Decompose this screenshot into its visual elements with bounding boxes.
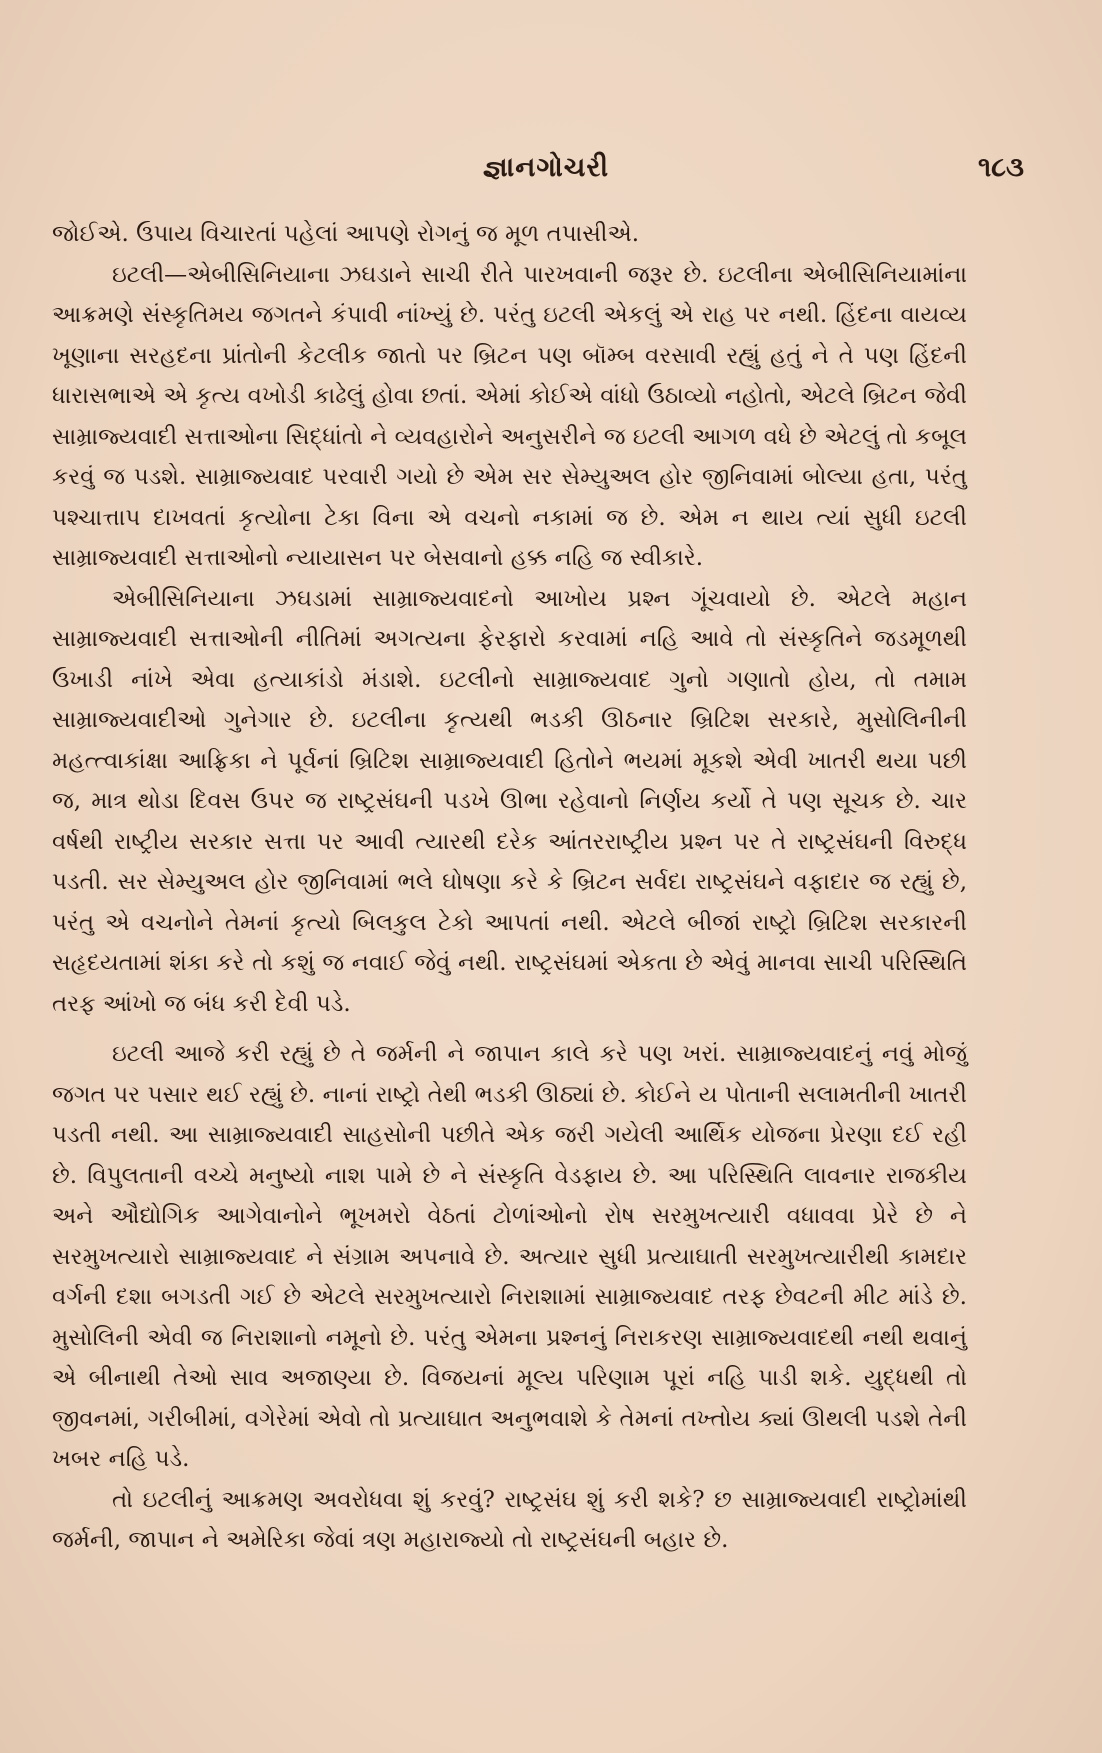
body-text (52, 214, 967, 1561)
page-number: ૧૮૩ (977, 152, 1024, 183)
paragraph-italy-abyssinia: ઇટલી—એબીસિનિયાના ઝઘડાને સાચી રીતે પારખવાની જરૂર છે. ઇટલીના એબીસિનિયામાંના આક્રમણે સંસ્કૃતિમય જગતને કંપાવી નાંખ્યું છે. પરંતુ ઇટલી એકલું એ રાહ પર નથી. હિંદના વાયવ્ય ખૂણાના સરહદના પ્રાંતોની કેટલીક જાતો પર બ્રિટન પણ બૉમ્બ વરસાવી રહ્યું હતું ને તે પણ હિંદની ધારાસભાએ એ કૃત્ય વખોડી કાઢેલું હોવા છતાં. એમાં કોઈએ વાંધો ઉઠાવ્યો નહોતો, એટલે બ્રિટન જેવી સામ્રાજ્યવાદી સત્તાઓના સિદ્ધાંતો ને વ્યવહારોને અનુસરીને જ ઇટલી આગળ વધે છે એટલું તો કબૂલ કરવું જ પડશે. સામ્રાજ્યવાદ પરવારી ગયો છે એમ સર સેમ્યુઅલ હોર જીનિવામાં બોલ્યા હતા, પરંતુ પશ્ચાત્તાપ દાખવતાં કૃત્યોના ટેકા વિના એ વચનો નકામાં જ છે. એમ ન થાય ત્યાં સુધી ઇટલી સામ્રાજ્યવાદી સત્તાઓનો ન્યાયાસન પર બેસવાનો હક્ક નહિ જ સ્વીકારે. (52, 261, 967, 571)
paragraph-imperialism-question: એબીસિનિયાના ઝઘડામાં સામ્રાજ્યવાદનો આખોય પ્રશ્ન ગૂંચવાયો છે. એટલે મહાન સામ્રાજ્યવાદી સત્તાઓની નીતિમાં અગત્યના ફેરફારો કરવામાં નહિ આવે તો સંસ્કૃતિને જડમૂળથી ઉખાડી નાંખે એવા હત્યાકાંડો મંડાશે. ઇટલીનો સામ્રાજ્યવાદ ગુનો ગણાતો હોય, તો તમામ સામ્રાજ્યવાદીઓ ગુનેગાર છે. ઇટલીના કૃત્યથી ભડકી ઊઠનાર બ્રિટિશ સરકારે, મુસોલિનીની મહત્ત્વાકાંક્ષા આફ્રિકા ને પૂર્વનાં બ્રિટિશ સામ્રાજ્યવાદી હિતોને ભયમાં મૂકશે એવી ખાતરી થયા પછી જ, માત્ર થોડા દિવસ ઉપર જ રાષ્ટ્રસંઘની પડખે ઊભા રહેવાનો નિર્ણય કર્યો તે પણ સૂચક છે. ચાર વર્ષથી રાષ્ટ્રીય સરકાર સત્તા પર આવી ત્યારથી દરેક આંતરરાષ્ટ્રીય પ્રશ્ન પર તે રાષ્ટ્રસંઘની વિરુદ્ધ પડતી. સર સેમ્યુઅલ હોર જીનિવામાં ભલે ઘોષણા કરે કે બ્રિટન સર્વદા રાષ્ટ્રસંઘને વફાદાર જ રહ્યું છે, પરંતુ એ વચનોને તેમનાં કૃત્યો બિલકુલ ટેકો આપતાં નથી. એટલે બીજાં રાષ્ટ્રો બ્રિટિશ સરકારની સહૃદયતામાં શંકા કરે તો કશું જ નવાઈ જેવું નથી. રાષ્ટ્રસંઘમાં એકતા છે એવું માનવા સાચી પરિસ્થિતિ તરફ આંખો જ બંધ કરી દેવી પડે. (52, 585, 967, 1017)
paragraph-league-question: તો ઇટલીનું આક્રમણ અવરોધવા શું કરવું? રાષ્ટ્રસંઘ શું કરી શકે? છ સામ્રાજ્યવાદી રાષ્ટ્રોમાંથી જર્મની, જાપાન ને અમેરિકા જેવાં ત્રણ મહારાજ્યો તો રાષ્ટ્રસંઘની બહાર છે. (52, 1486, 967, 1553)
paragraph-continued: જોઈએ. ઉપાય વિચારતાં પહેલાં આપણે રોગનું જ મૂળ તપાસીએ. (52, 221, 640, 247)
running-head: જ્ઞાનગોચરી (482, 152, 610, 183)
paragraph-germany-japan: ઇટલી આજે કરી રહ્યું છે તે જર્મની ને જાપાન કાલે કરે પણ ખરાં. સામ્રાજ્યવાદનું નવું મોજું જગત પર પસાર થઈ રહ્યું છે. નાનાં રાષ્ટ્રો તેથી ભડકી ઊઠ્યાં છે. કોઈને ય પોતાની સલામતીની ખાતરી પડતી નથી. આ સામ્રાજ્યવાદી સાહસોની પછીતે એક જરી ગયેલી આર્થિક યોજના પ્રેરણા દઈ રહી છે. વિપુલતાની વચ્ચે મનુષ્યો નાશ પામે છે ને સંસ્કૃતિ વેડફાય છે. આ પરિસ્થિતિ લાવનાર રાજકીય અને ઔદ્યોગિક આગેવાનોને ભૂખમરો વેઠતાં ટોળાંઓનો રોષ સરમુખત્યારી વધાવવા પ્રેરે છે ને સરમુખત્યારો સામ્રાજ્યવાદ ને સંગ્રામ અપનાવે છે. અત્યાર સુધી પ્રત્યાઘાતી સરમુખત્યારીથી કામદાર વર્ગની દશા બગડતી ગઈ છે એટલે સરમુખત્યારો નિરાશામાં સામ્રાજ્યવાદ તરફ છેવટની મીટ માંડે છે. મુસોલિની એવી જ નિરાશાનો નમૂનો છે. પરંતુ એમના પ્રશ્નનું નિરાકરણ સામ્રાજ્યવાદથી નથી થવાનું એ બીનાથી તેઓ સાવ અજાણ્યા છે. વિજયનાં મૂલ્ય પરિણામ પૂરાં નહિ પાડી શકે. યુદ્ધથી તો જીવનમાં, ગરીબીમાં, વગેરેમાં એવો તો પ્રત્યાઘાત અનુભવાશે કે તેમનાં તખ્તોય ક્યાં ઊથલી પડશે તેની ખબર નહિ પડે. (52, 1041, 967, 1472)
page-header (60, 152, 1032, 202)
